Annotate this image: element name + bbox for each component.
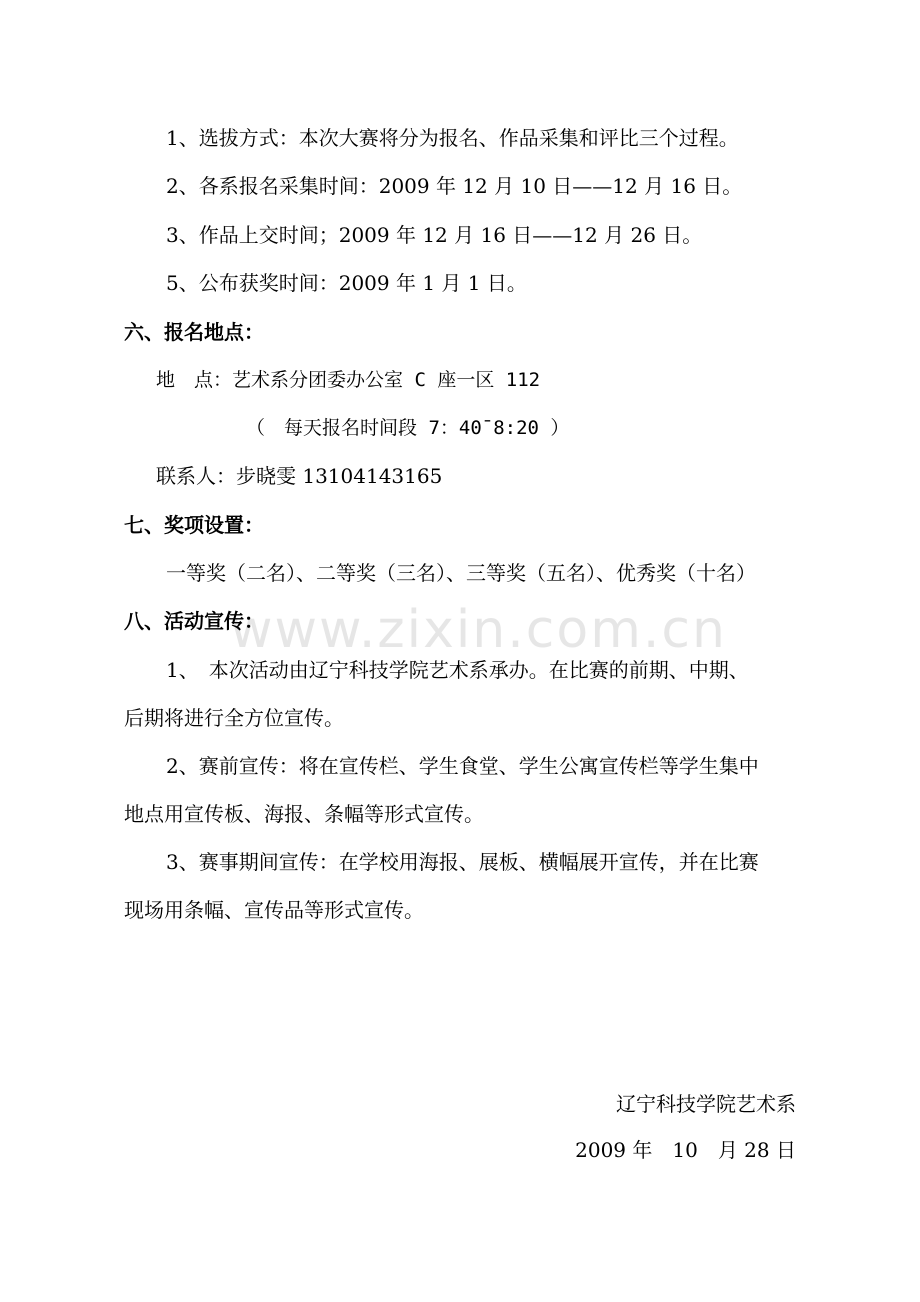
publicity-para2-line2: 地点用宣传板、海报、条幅等形式宣传。 <box>124 802 484 826</box>
location-text: 地 点：艺术系分团委办公室 C 座一区 112 <box>156 369 541 391</box>
publicity-para1-line1: 1、 本次活动由辽宁科技学院艺术系承办。在比赛的前期、中期、 <box>166 658 749 682</box>
schedule-item-3: 3、作品上交时间；2009 年 12 月 16 日——12 月 26 日。 <box>166 223 703 247</box>
section6-heading: 六、报名地点： <box>124 320 264 344</box>
hours-text: （ 每天报名时间段 7：40¯8:20 ） <box>246 417 570 439</box>
publicity-para3-line1: 3、赛事期间宣传：在学校用海报、展板、横幅展开宣传，并在比赛 <box>166 850 759 874</box>
schedule-item-5: 5、公布获奖时间：2009 年 1 月 1 日。 <box>166 271 527 295</box>
section8-heading: 八、活动宣传： <box>124 609 264 633</box>
schedule-item-1: 1、选拔方式：本次大赛将分为报名、作品采集和评比三个过程。 <box>166 126 739 150</box>
contact-text: 联系人：步晓雯 13104143165 <box>156 464 443 488</box>
signature-date: 2009 年 10 月 28 日 <box>575 1138 796 1162</box>
publicity-para2-line1: 2、赛前宣传：将在宣传栏、学生食堂、学生公寓宣传栏等学生集中 <box>166 754 759 778</box>
publicity-para3-line2: 现场用条幅、宣传品等形式宣传。 <box>124 898 424 922</box>
publicity-para1-line2: 后期将进行全方位宣传。 <box>124 706 344 730</box>
watermark: www.zixin.com.cn <box>230 600 727 660</box>
section7-heading: 七、奖项设置： <box>124 513 264 537</box>
schedule-item-2: 2、各系报名采集时间：2009 年 12 月 10 日——12 月 16 日。 <box>166 174 743 198</box>
signature-org: 辽宁科技学院艺术系 <box>616 1092 796 1116</box>
awards-text: 一等奖（二名）、二等奖（三名）、三等奖（五名）、优秀奖（十名） <box>166 561 756 585</box>
